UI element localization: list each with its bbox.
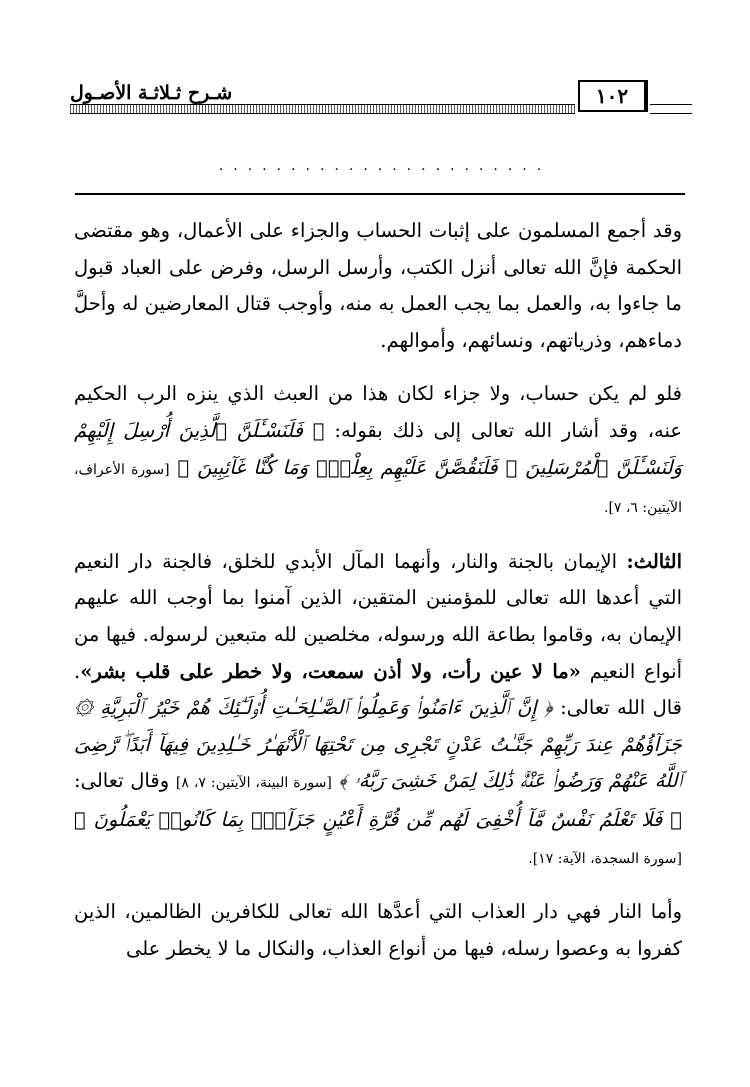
quran-verse-bayyinah: ﴿ إِنَّ ٱلَّذِينَ ءَامَنُوا۟ وَعَمِلُوا۟ ٱلصَّـٰلِحَـٰتِ أُو۟لَـٰٓئِكَ هُمْ خَيْرُ ٱلْبَرِيَّةِ ۞ جَزَآؤُهُمْ عِندَ رَبِّهِمْ جَنَّـٰتُ عَدْنٍ تَجْرِى مِن تَحْتِهَا ٱلْأَنْهَـٰرُ خَـٰلِدِينَ فِيهَآ أَبَدًاۖ رَّضِىَ ٱللَّهُ عَنْهُمْ وَرَضُوا۟ عَنْهُۚ ذَٰلِكَ لِمَنْ خَشِىَ رَبَّهُۥ ﴾: [74, 696, 683, 793]
paragraph-3-text-2: . قال الله تعالى:: [74, 659, 683, 720]
verse-reference-araf: [سورة الأعراف، الآيتين: ٦، ٧].: [74, 461, 682, 517]
paragraph-1: وقد أجمع المسلمون على إثبات الحساب والجزاء على الأعمال، وهو مقتضى الحكمة فإنَّ الله تعالى أنزل الكتب، وأرسل الرسل، وفرض على العباد قبول ما جاءوا به، والعمل بما يجب العمل به منه، وأوجب قتال المعارضين له وأحلَّ دماءهم، وذرياتهم، ونسائهم، وأموالهم.: [74, 219, 682, 352]
header-pattern-bar: [70, 104, 575, 114]
paragraph-2-text: فلو لم يكن حساب، ولا جزاء لكان هذا من العبث الذي ينزه الرب الحكيم عنه، وقد أشار الله تعالى إلى ذلك بقوله:: [74, 382, 682, 442]
paragraph-3: [74, 544, 682, 877]
page-header: [70, 80, 692, 118]
paragraph-3-text: الإيمان بالجنة والنار، وأنهما المآل الأبدي للخلق، فالجنة دار النعيم التي أعدها الله تعالى للمؤمنين المتقين، الذين آمنوا بما أوجب الله عليهم الإيمان به، وقاموا بطاعة الله ورسوله، مخلصين لله متبعين لرسوله. فيها من أنواع النعيم: [74, 549, 683, 683]
running-title: شـرح ثـلاثـة الأصـول: [70, 82, 233, 104]
paragraph-4: وأما النار فهي دار العذاب التي أعدَّها الله تعالى للكافرين الظالمين، الذين كفروا به وعصوا رسله، فيها من أنواع العذاب، والنكال ما لا يخطر على: [74, 900, 682, 960]
page-number: ١٠٢: [578, 80, 648, 112]
quran-verse-sajdah: ﴿ فَلَا تَعْلَمُ نَفْسٌ مَّآ أُخْفِىَ لَهُم مِّن قُرَّةِ أَعْيُنٍ جَزَآءًۢ بِمَا كَانُوا۟ يَعْمَلُونَ ﴾: [74, 807, 682, 831]
paragraph-3-text-3: وقال تعالى:: [74, 769, 170, 793]
hadith-quote: «ما لا عين رأت، ولا أذن سمعت، ولا خطر على قلب بشر»: [80, 659, 581, 683]
dotted-separator: .......................: [218, 158, 552, 174]
header-tail-bar: [650, 104, 692, 114]
paragraph-2: [74, 376, 682, 526]
page-body: [74, 213, 682, 984]
quran-verse-araf: ﴿ فَلَنَسْـَٔلَنَّ ٱلَّذِينَ أُرْسِلَ إِلَيْهِمْ وَلَنَسْـَٔلَنَّ ٱلْمُرْسَلِينَ ۞ فَلَنَقُصَّنَّ عَلَيْهِم بِعِلْمٍۖ وَمَا كُنَّا غَآئِبِينَ ﴾: [74, 418, 683, 479]
horizontal-rule: [75, 193, 685, 195]
verse-reference-bayyinah: [سورة البينة، الآيتين: ٧، ٨]: [175, 775, 332, 792]
verse-reference-sajdah: [سورة السجدة، الآية: ١٧].: [528, 850, 682, 867]
section-lead-third: الثالث:: [626, 549, 682, 573]
